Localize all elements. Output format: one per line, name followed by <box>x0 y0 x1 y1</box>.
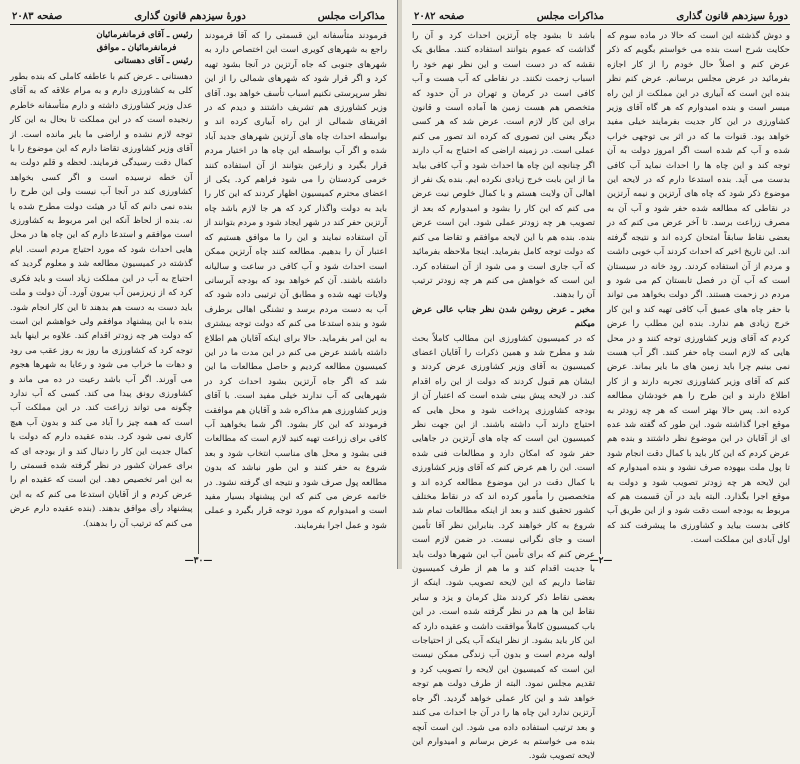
body-text: باشد تا بشود چاه آرتزین احداث کرد و آن را گذاشت که عموم بتوانند استفاده کنند. مطابق یک نقشه که در دست است و این نظر نهم خود را اسباب زحمت نکنند. در نقاطی که آب هست و آب کافی است در کرمان و تهران در آن حدود که متخصص هم هست زمین ها آماده است و قانون برای این کار لازم است. عرض شد که هر کسی دیگر یعنی این تصوری که کرده اند تصور می کنم عملی است. در زمینه اراضی که احتیاج به آب دارند اگر چنانچه این چاه ها احداث شود و آب کافی بیاید ما از این بابت خرج زیادی نکرده ایم. بنده یک نفر از اهالی آن ولایت هستم و با کمال خلوص نیت عرض می کنم که این کار را بشود و امیدوارم که بعد از تصویب هر چه زودتر عملی شود. این است عرض بنده. بنده هم با این لایحه موافقم و تقاضا می کنم که دولت توجه کامل بفرماید. اینجا ملاحظه بفرمائید که آب جاری است و می شود از آن استفاده کرد. این است که خواهش می کنم هر چه زودتر ترتیب آن را بدهند. <box>412 31 595 301</box>
text-columns <box>412 29 790 762</box>
header-session: دورهٔ سیزدهم قانون گذاری <box>676 11 788 22</box>
header-page-number: صفحه ۲۰۸۲ <box>414 11 465 22</box>
page-2082 <box>402 0 800 762</box>
speaker-roster <box>10 29 193 68</box>
body-text: دهستانی ـ عرض کنم با عاطفه کاملی که بنده بطور کلی به کشاورزی دارم و به مرام علاقه که به آقای عدل وزیر کشاورزی داشته و دارم متأسفانه خاطرم رنجیده است که در این مملکت تا بحال به این کار توجه لازم نشده و اراضی ما بایر مانده است. از آقای وزیر کشاورزی تقاضا دارم که این موضوع را با کمال دقت رسیدگی فرمایند. لحظه و قلم دولت به آن خطه نرسیده است و اگر کسی بخواهد کشاورزی کند در آنجا آب نیست ولی این طرح را بنده نمی دانم که آیا در هیئت دولت مطرح شده یا نه. بنده از لحاظ آنکه این امر مربوط به کشاورزی است موافقم و استدعا دارم که این چاه ها در محل هایی احداث شود که مورد احتیاج مردم است. ایام گذشته در کمیسیون مطالعه شد و معلوم گردید که احتیاج به آب در این مملکت زیاد است و باید فکری کرد که از زیرزمین آب بیرون آورد. آن دولت و ملت باید دست به دست هم بدهند تا این کار انجام شود. بنده با این پیشنهاد موافقم ولی خواهشم این است که دولت هر چه زودتر اقدام کند. علاوه بر اینها باید توجه کرد که کشاورزی ما روز به روز عقب می رود و دهات ما خراب می شود و رعایا به شهرها هجوم می آورند. اگر آب باشد رعیت در ده می ماند و کشاورزی رونق پیدا می کند. کسی که آب ندارد چگونه می تواند زراعت کند. در این مملکت آب است که همه چیز را آباد می کند و بدون آب هیچ کاری نمی شود کرد. بنده عقیده دارم که دولت با کمال جدیت این کار را دنبال کند و از بودجه ای که برای عمران کشور در نظر گرفته شده قسمتی را به این امر تخصیص دهد. این است که عقیده ام را عرض کردم و از آقایان استدعا می کنم که به این پیشنهاد رأی موافق بدهند. (بنده عقیده دارم عرض می کنم که ترتیب آن را بدهند). <box>10 72 193 529</box>
column-right <box>205 29 388 554</box>
column-right <box>607 29 790 554</box>
roster-line: رئیس ـ آقای فرمانفرمائیان <box>96 30 193 40</box>
column-left <box>10 29 199 554</box>
body-text: که در کمیسیون کشاورزی این مطالب کاملاً بحث شد و مطرح شد و همین ذکرات را آقایان اعضای کمیسیون به آقای وزیر کشاورزی عرض کردند و ایشان هم قبول کردند که دولت از این راه اقدام کند. در لایحه پیش بینی شده است که اعتبار آن از بودجه کشاورزی پرداخت شود و محل هایی که احتیاج دارند آب داشته باشند. از این جهت نظر کمیسیون این است که چاه های آرتزین در جاهایی حفر شود که امکان دارد و مطالعات فنی شده است. این را هم عرض کنم که آقای وزیر کشاورزی با کمال دقت در این موضوع مطالعه کرده اند و متخصصین را مأمور کرده اند که در نقاط مختلف کشور تحقیق کنند و بعد از اینکه مطالعات تمام شد شروع به کار خواهند کرد. بنابراین نظر آقا تأمین است و جای نگرانی نیست. در ضمن لازم است عرض کنم که برای تأمین آب این شهرها دولت باید با جدیت اقدام کند و ما هم از طرف کمیسیون تقاضا داریم که این لایحه تصویب شود. اینکه از بعضی نقاط ذکر کردند مثل کرمان و یزد و سایر نقاط این ها هم در نظر گرفته شده است. در این باب کمیسیون کاملاً موافقت داشت و عقیده دارد که این کار باید بشود. از نظر اینکه آب یکی از احتیاجات اولیه مردم است و بدون آب زندگی ممکن نیست این است که کمیسیون این لایحه را تصویب کرد و تقدیم مجلس نمود. البته از طرف دولت هم توجه خواهد شد و این کار عملی خواهد گردید. اگر جاه آرتزین ندارد این چاه ها را در آن جا احداث می کنند و بعد ترتیب استفاده داده می شود. این است آنچه بنده می خواستم به عرض برسانم و امیدوارم این لایحه تصویب شود. <box>412 333 595 762</box>
header-publication: مذاکرات مجلس <box>317 11 385 22</box>
body-text: فرمودند متأسفانه این قسمتی را که آقا فرمودند راجع به شهرهای کویری است این اختصاص دارد به شهرهای جنوبی که جاه آرتزین در آنجا بشود تهیه کرد و اگر قرار شود که شهرهای شمالی را از این نظر سرپرستی نکنیم اسباب تأسف خواهد بود. آقای وزیر کشاورزی هم تشریف داشتند و دیدم که در افریقای شمالی از این راه آبیاری کرده اند و بواسطه احداث چاه های آرتزین شهرهای جدید آباد شده و اگر آب بواسطه این چاه ها در اختیار مردم قرار بگیرد و زارعین بتوانند از آن استفاده کنند خرمی کردستان را می شود فراهم کرد. یکی از اعضای محترم کمیسیون اظهار کردند که این کار را باید به دولت واگذار کرد که هر جا لازم باشد چاه آرتزین حفر کند در شهر ایجاد شود و مردم بتوانند از آن استفاده نمایند و این را ما موافق هستیم که اعتبار آن را بدهیم. مطالعه کنند چاه آرتزین ممکن است احداث شود و آب کافی در ساعت و سالیانه داشته باشند. آن کم خواهد بود که بودجه آبرسانی ولایات تهیه شده و مطابق آن ترتیبی داده شود که آب به دست مردم برسد و تشنگی اهالی برطرف شود و بنده استدعا می کنم که دولت توجه بیشتری به این امر بفرماید. حالا برای اینکه آقایان هم اطلاع داشته باشند عرض می کنم در این مدت ما در این کمیسیون مطالعه کردیم و حاصل مطالعات ما این شد که اگر جاه آرتزین بشود احداث کرد در شهرهایی که آب ندارند خیلی مفید است. با آقای وزیر کشاورزی هم مذاکره شد و آقایان هم موافقت فرمودند که این کار بشود. اگر شما بخواهید آب کافی برای زراعت تهیه کنید لازم است که مطالعات فنی بشود و محل های مناسب انتخاب شود و بعد شروع به حفر کنند و این طور نباشد که بدون مطالعه پول صرف شود و نتیجه ای گرفته نشود. در خاتمه عرض می کنم که این پیشنهاد بسیار مفید است و امیدوارم که مورد توجه قرار بگیرد و عملی شود و عمل اجرا بفرمایند. <box>204 31 387 531</box>
text-columns <box>10 29 387 554</box>
column-left <box>412 29 601 762</box>
speaker-heading: مخبر ـ عرض روشن شدن نظر جناب عالی عرض میکنم <box>412 304 595 330</box>
page-folio: —۳۰— <box>184 556 213 566</box>
page-header <box>10 6 387 25</box>
roster-line: فرمانفرمائیان ـ موافق <box>96 43 177 53</box>
body-text: و دوش گذشته این است که حالا در ماده سوم که حکایت شرح است بنده می خواستم بگویم که ذکر عرض کنم و اصلاً حال خودم را از کار اجازه بفرمائید در عرض مجلس برسانم. عرض کنم نظر بنده این است که آبیاری در این مملکت از این راه میسر است و بنده امیدوارم که هر گاه آقای وزیر کشاورزی در این کار جدیت بفرمایند خیلی مفید خواهد بود. قنوات ما که در اثر بی توجهی خراب شده و آب کم شده است اگر امروز دولت به آن توجه کند و این چاه ها را احداث نماید آب کافی بدست می آید. بنده استدعا دارم که در لایحه این موضوع ذکر شود که چاه های آرتزین و نیمه آرتزین در نقاطی که مطالعه شده حفر شود و آب آن به مصرف زراعت برسد. تا آخر عرض می کنم که در بعضی نقاط سابقاً امتحان کرده اند و نتیجه گرفته اند. این تاریخ اخیر که احداث کردند آب خوبی داشت و مردم از آن استفاده کردند. رود خانه در سیستان است که آب آن در فصل تابستان کم می شود و مردم در زحمت هستند. اگر دولت بخواهد می تواند با حفر چاه های عمیق آب کافی تهیه کند و این کار خرج زیادی هم ندارد. بنده این مطلب را عرض کردم که آقای وزیر کشاورزی توجه کنند و در محل هایی که لازم است چاه حفر کنند. اگر آب هست نمی بینیم چرا باید زمین های ما بایر بماند. عرض کنم که آقای وزیر کشاورزی تجربه دارند و از کار اطلاع دارند و این طرح را هم خودشان مطالعه کرده اند. پس حالا بهتر است که هر چه زودتر به موقع اجرا گذاشته شود. این طور که گفته شد عده ای از آقایان در این موضوع نظر داشتند و بنده هم عرض کردم که این کار باید با کمال دقت انجام شود تا پول ملت بیهوده صرف نشود و بنده امیدوارم که این لایحه هر چه زودتر تصویب شود و دولت به موقع اجرا بگذارد. البته باید در آن قسمت هم که مربوط به بودجه است دقت شود و از این طریق آب کافی بدست بیاید و کشاورزی ما پیشرفت کند که اول آبادی این مملکت است. <box>607 31 790 546</box>
page-folio: —۲— <box>589 556 613 566</box>
page-header <box>412 6 790 25</box>
header-page-number: صفحه ۲۰۸۳ <box>12 11 63 22</box>
header-publication: مذاکرات مجلس <box>536 11 604 22</box>
roster-line: رئیس ـ آقای دهستانی <box>114 56 193 66</box>
page-2083 <box>0 0 398 569</box>
header-session: دورهٔ سیزدهم قانون گذاری <box>134 11 246 22</box>
